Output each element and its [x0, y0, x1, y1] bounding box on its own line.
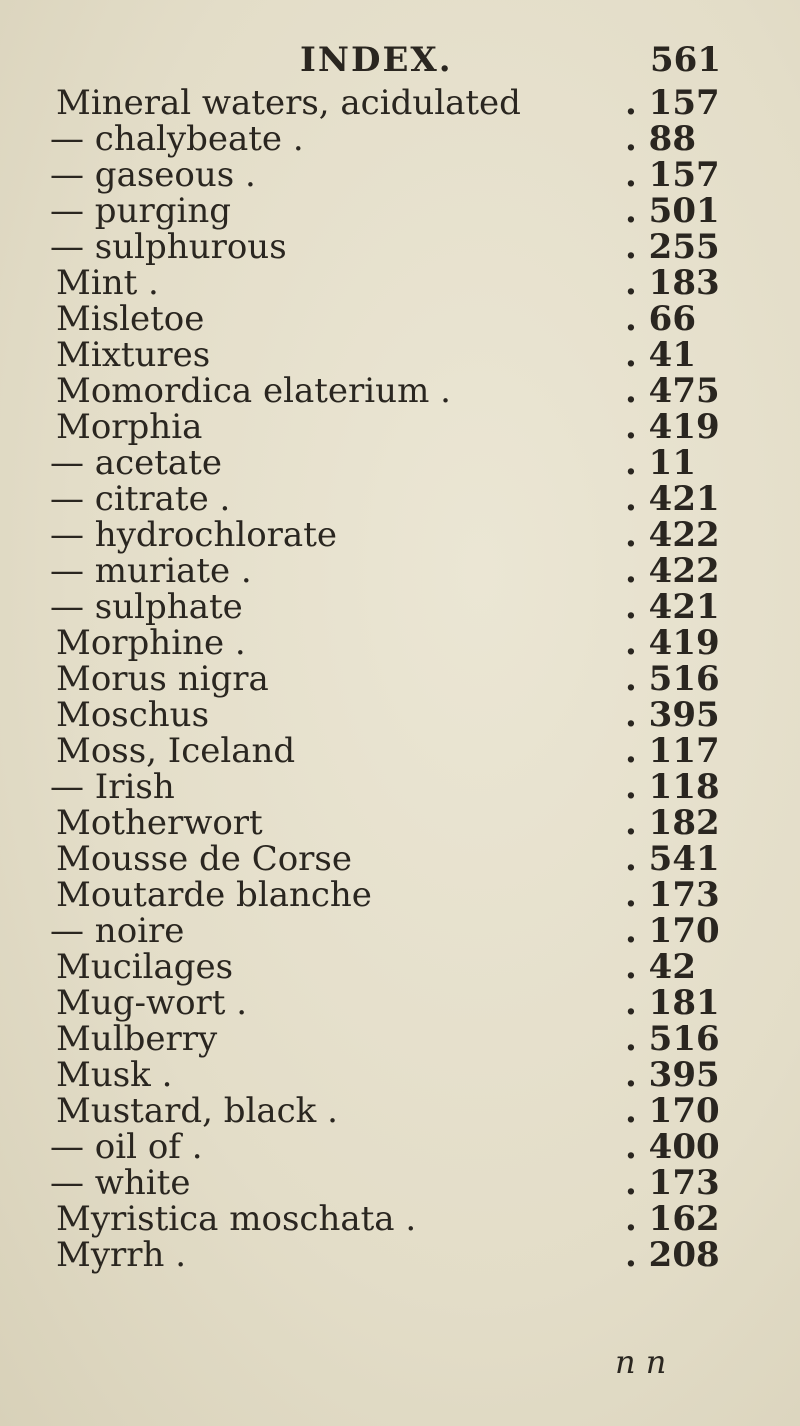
index-entry	[0, 1021, 800, 1057]
index-term: — white	[50, 1163, 191, 1203]
index-term: Moutarde blanche	[56, 875, 372, 915]
index-term: Mucilages	[56, 947, 234, 987]
index-page-ref: . 395	[625, 695, 720, 735]
index-term: Mixtures	[56, 335, 211, 375]
index-page-ref: . 41	[625, 335, 696, 375]
index-entry	[0, 661, 800, 697]
index-term: — noire	[50, 911, 185, 951]
index-page-ref: . 516	[625, 1019, 720, 1059]
index-page-ref: . 117	[625, 731, 720, 771]
index-entry	[0, 697, 800, 733]
index-page-ref: . 42	[625, 947, 696, 987]
index-entry	[0, 445, 800, 481]
index-entry	[0, 301, 800, 337]
index-page-ref: . 183	[625, 263, 720, 303]
index-term: Mint .	[56, 263, 159, 303]
index-page-ref: . 541	[625, 839, 720, 879]
index-term: Misletoe	[56, 299, 205, 339]
index-entry	[0, 985, 800, 1021]
index-page-ref: . 419	[625, 623, 720, 663]
index-page-ref: . 400	[625, 1127, 720, 1167]
index-term: Moss, Iceland	[56, 731, 296, 771]
index-term: — chalybeate .	[50, 119, 304, 159]
index-entry	[0, 589, 800, 625]
index-entry	[0, 1057, 800, 1093]
index-entry	[0, 193, 800, 229]
index-term: — acetate	[50, 443, 222, 483]
index-entry	[0, 1201, 800, 1237]
index-page-ref: . 170	[625, 1091, 720, 1131]
index-page-ref: . 11	[625, 443, 696, 483]
index-entry	[0, 1129, 800, 1165]
index-entry	[0, 733, 800, 769]
index-entry	[0, 157, 800, 193]
index-term: Myristica moschata .	[56, 1199, 417, 1239]
index-entry	[0, 1237, 800, 1273]
index-page-ref: . 66	[625, 299, 696, 339]
index-page-ref: . 421	[625, 587, 720, 627]
index-term: — gaseous .	[50, 155, 256, 195]
index-page-ref: . 395	[625, 1055, 720, 1095]
index-page-ref: . 419	[625, 407, 720, 447]
index-entry	[0, 265, 800, 301]
index-page-ref: . 88	[625, 119, 696, 159]
index-term: Morphia	[56, 407, 203, 447]
index-page-ref: . 475	[625, 371, 720, 411]
index-page-ref: . 162	[625, 1199, 720, 1239]
index-term: Mineral waters, acidulated	[56, 83, 521, 123]
index-term: — sulphate	[50, 587, 243, 627]
index-entry	[0, 1093, 800, 1129]
index-term: — sulphurous	[50, 227, 287, 267]
index-page-ref: . 157	[625, 155, 720, 195]
index-entry	[0, 913, 800, 949]
index-entry	[0, 1165, 800, 1201]
index-entry	[0, 769, 800, 805]
index-term: Mustard, black .	[56, 1091, 338, 1131]
index-entry	[0, 85, 800, 121]
page-header-title: INDEX.	[300, 40, 453, 80]
index-entry	[0, 229, 800, 265]
index-term: Motherwort	[56, 803, 263, 843]
index-entry	[0, 373, 800, 409]
index-page-ref: . 170	[625, 911, 720, 951]
index-term: — citrate .	[50, 479, 231, 519]
index-entry	[0, 553, 800, 589]
index-term: Mulberry	[56, 1019, 218, 1059]
index-page-ref: . 173	[625, 875, 720, 915]
index-entry	[0, 337, 800, 373]
index-entry	[0, 949, 800, 985]
index-term: — hydrochlorate	[50, 515, 337, 555]
index-entries	[0, 85, 800, 1273]
index-term: Mousse de Corse	[56, 839, 353, 879]
index-term: Morphine .	[56, 623, 246, 663]
signature-mark: n n	[615, 1343, 667, 1381]
index-page-ref: . 157	[625, 83, 720, 123]
index-term: Moschus	[56, 695, 210, 735]
page-number: 561	[650, 40, 721, 80]
index-page-ref: . 181	[625, 983, 720, 1023]
index-page-ref: . 208	[625, 1235, 720, 1275]
index-page-ref: . 255	[625, 227, 720, 267]
index-page-ref: . 516	[625, 659, 720, 699]
index-page-ref: . 422	[625, 551, 720, 591]
index-page-ref: . 173	[625, 1163, 720, 1203]
index-term: Musk .	[56, 1055, 173, 1095]
index-entry	[0, 841, 800, 877]
index-term: Mug-wort .	[56, 983, 248, 1023]
index-term: Myrrh .	[56, 1235, 187, 1275]
index-term: — purging	[50, 191, 232, 231]
index-term: — Irish	[50, 767, 175, 807]
index-entry	[0, 877, 800, 913]
index-entry	[0, 121, 800, 157]
index-entry	[0, 805, 800, 841]
index-page-ref: . 501	[625, 191, 720, 231]
index-term: Momordica elaterium .	[56, 371, 451, 411]
index-page-ref: . 422	[625, 515, 720, 555]
index-term: Morus nigra	[56, 659, 269, 699]
index-term: — oil of .	[50, 1127, 203, 1167]
index-page-ref: . 421	[625, 479, 720, 519]
index-entry	[0, 481, 800, 517]
index-entry	[0, 517, 800, 553]
index-term: — muriate .	[50, 551, 252, 591]
index-page-ref: . 118	[625, 767, 720, 807]
index-entry	[0, 409, 800, 445]
index-entry	[0, 625, 800, 661]
index-page-ref: . 182	[625, 803, 720, 843]
